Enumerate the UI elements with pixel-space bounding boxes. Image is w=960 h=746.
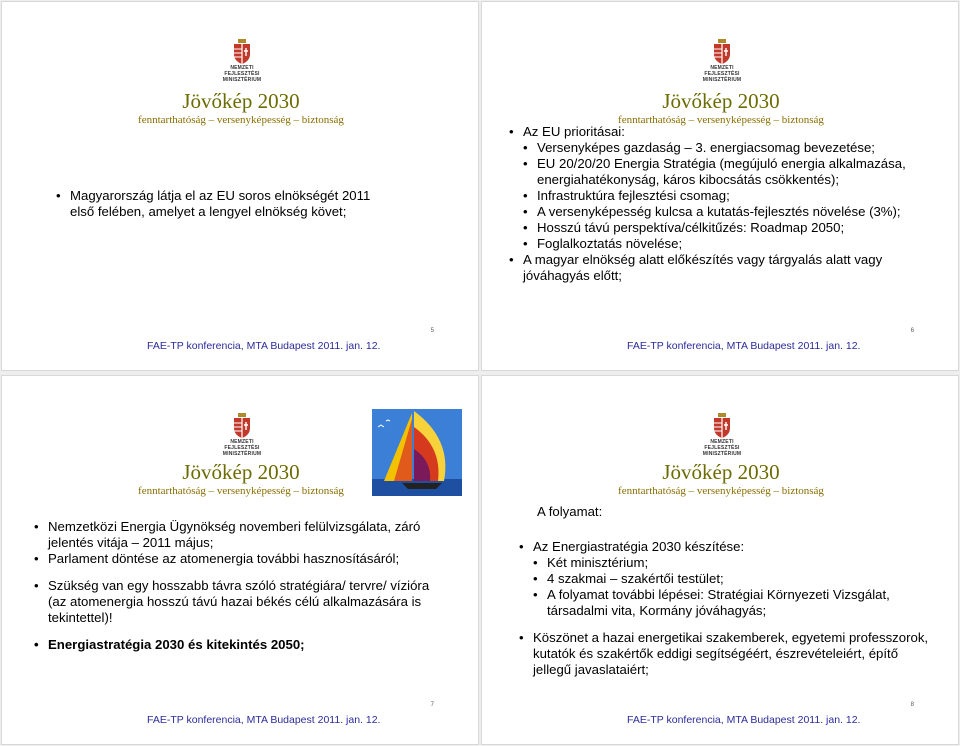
- ministry-name: NEMZETI FEJLESZTÉSI MINISZTÉRIUM: [222, 65, 262, 83]
- ministry-logo: [218, 413, 266, 457]
- sub-bullet: • Infrastruktúra fejlesztési csomag;: [523, 188, 929, 204]
- process-label: A folyamat:: [537, 504, 603, 519]
- footer: FAE-TP konferencia, MTA Budapest 2011. jan. 12.: [627, 340, 861, 352]
- footer: FAE-TP konferencia, MTA Budapest 2011. jan. 12.: [147, 340, 381, 352]
- slide-5: [1, 1, 479, 371]
- bullet: • Szükség van egy hosszabb távra szóló stratégiára/ tervre/ vízióra (az atomenergia hosszú távú hazai békés célú alkalmazására is tekintettel)!: [34, 578, 444, 626]
- footer: FAE-TP konferencia, MTA Budapest 2011. jan. 12.: [147, 714, 381, 726]
- sub-bullet: • Hosszú távú perspektíva/célkitűzés: Roadmap 2050;: [523, 220, 929, 236]
- slide-title: Jövőkép 2030: [662, 89, 780, 113]
- sub-bullet: • EU 20/20/20 Energia Stratégia (megújuló energia alkalmazása, energiahatékonyság, káros kibocsátás csökkentés);: [523, 156, 929, 188]
- ministry-name: NEMZETI FEJLESZTÉSI MINISZTÉRIUM: [702, 439, 742, 457]
- sub-bullet: • Két minisztérium;: [533, 555, 929, 571]
- bullet: • Nemzetközi Energia Ügynökség novemberi felülvizsgálata, záró jelentés vitája – 2011 május;: [34, 519, 444, 551]
- slide-8: [481, 375, 959, 745]
- coat-of-arms-icon: [232, 413, 252, 439]
- page-number: 6: [910, 328, 914, 334]
- page-number: 8: [910, 702, 914, 708]
- slide-title: Jövőkép 2030: [662, 460, 780, 484]
- sub-bullet: • 4 szakmai – szakértői testület;: [533, 571, 929, 587]
- bullet: • Parlament döntése az atomenergia további hasznosításáról;: [34, 551, 444, 567]
- ministry-logo: [698, 413, 746, 457]
- sub-bullet: • A folyamat további lépései: Stratégiai Környezeti Vizsgálat, társadalmi vita, Kormány jóváhagyás;: [533, 587, 929, 619]
- slide-subtitle: fenntarthatóság – versenyképesség – biztonság: [618, 485, 824, 497]
- slide-title: Jövőkép 2030: [182, 460, 300, 484]
- slide-7: [1, 375, 479, 745]
- ministry-name: NEMZETI FEJLESZTÉSI MINISZTÉRIUM: [702, 65, 742, 83]
- sub-bullet: • A versenyképesség kulcsa a kutatás-fejlesztés növelése (3%);: [523, 204, 929, 220]
- slide-subtitle: fenntarthatóság – versenyképesség – biztonság: [138, 114, 344, 126]
- ministry-logo: [218, 39, 266, 83]
- slide-title: Jövőkép 2030: [182, 89, 300, 113]
- page-number: 5: [430, 328, 434, 334]
- page-number: 7: [430, 702, 434, 708]
- footer: FAE-TP konferencia, MTA Budapest 2011. jan. 12.: [627, 714, 861, 726]
- slide-subtitle: fenntarthatóság – versenyképesség – biztonság: [138, 485, 344, 497]
- ministry-name: NEMZETI FEJLESZTÉSI MINISZTÉRIUM: [222, 439, 262, 457]
- bullet: • Magyarország látja el az EU soros elnökségét 2011 első felében, amelyet a lengyel elnökség követ;: [56, 188, 386, 220]
- slide-6: [481, 1, 959, 371]
- coat-of-arms-icon: [712, 413, 732, 439]
- bullet: • A magyar elnökség alatt előkészítés vagy tárgyalás alatt vagy jóváhagyás előtt;: [509, 252, 929, 284]
- slide-subtitle: fenntarthatóság – versenyképesség – biztonság: [618, 114, 824, 126]
- coat-of-arms-icon: [232, 39, 252, 65]
- bullet: • Az Energiastratégia 2030 készítése:: [519, 539, 929, 555]
- bullet: • Az EU prioritásai:: [509, 124, 929, 140]
- sub-bullet: • Foglalkoztatás növelése;: [523, 236, 929, 252]
- sub-bullet: • Versenyképes gazdaság – 3. energiacsomag bevezetése;: [523, 140, 929, 156]
- bullet: • Energiastratégia 2030 és kitekintés 2050;: [34, 637, 444, 653]
- coat-of-arms-icon: [712, 39, 732, 65]
- ministry-logo: [698, 39, 746, 83]
- bullet: • Köszönet a hazai energetikai szakemberek, egyetemi professzorok, kutatók és szakértők eddigi segítségéért, észrevételeiért, építő jellegű javaslataiért;: [519, 630, 929, 678]
